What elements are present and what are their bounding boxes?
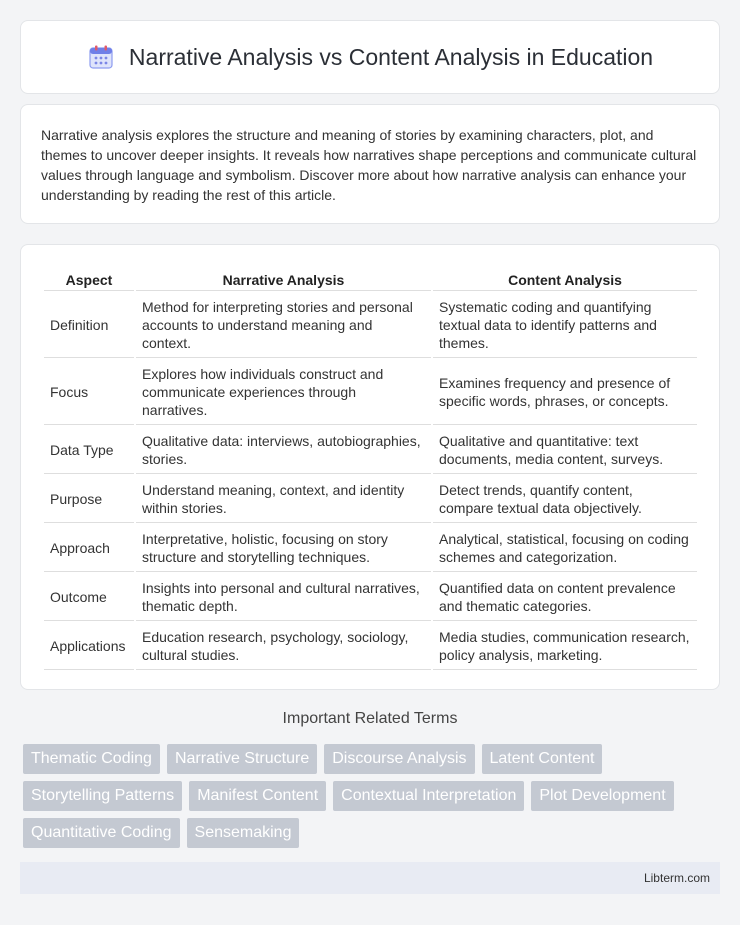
column-header-narrative: Narrative Analysis bbox=[136, 267, 431, 291]
cell-aspect: Outcome bbox=[44, 574, 134, 621]
cell-narrative: Understand meaning, context, and identity within stories. bbox=[136, 476, 431, 523]
cell-narrative: Education research, psychology, sociology, cultural studies. bbox=[136, 623, 431, 670]
comparison-card bbox=[20, 244, 720, 690]
cell-content: Media studies, communication research, policy analysis, marketing. bbox=[433, 623, 697, 670]
calendar-icon bbox=[87, 43, 115, 71]
related-term-tag[interactable]: Plot Development bbox=[531, 781, 673, 811]
column-header-content: Content Analysis bbox=[433, 267, 697, 291]
cell-content: Detect trends, quantify content, compare textual data objectively. bbox=[433, 476, 697, 523]
cell-aspect: Purpose bbox=[44, 476, 134, 523]
cell-narrative: Method for interpreting stories and personal accounts to understand meaning and context. bbox=[136, 293, 431, 358]
cell-content: Quantified data on content prevalence and thematic categories. bbox=[433, 574, 697, 621]
table-row bbox=[44, 476, 697, 523]
cell-narrative: Interpretative, holistic, focusing on story structure and storytelling techniques. bbox=[136, 525, 431, 572]
cell-narrative: Qualitative data: interviews, autobiographies, stories. bbox=[136, 427, 431, 474]
related-term-tag[interactable]: Sensemaking bbox=[187, 818, 300, 848]
related-term-tag[interactable]: Thematic Coding bbox=[23, 744, 160, 774]
table-header-row bbox=[44, 267, 697, 291]
column-header-aspect: Aspect bbox=[44, 267, 134, 291]
header bbox=[87, 43, 653, 71]
cell-content: Analytical, statistical, focusing on coding schemes and categorization. bbox=[433, 525, 697, 572]
related-term-tag[interactable]: Narrative Structure bbox=[167, 744, 317, 774]
footer bbox=[20, 862, 720, 894]
cell-narrative: Explores how individuals construct and communicate experiences through narratives. bbox=[136, 360, 431, 425]
table-row bbox=[44, 427, 697, 474]
page-title: Narrative Analysis vs Content Analysis in Education bbox=[128, 43, 654, 70]
related-term-tag[interactable]: Quantitative Coding bbox=[23, 818, 180, 848]
table-row bbox=[44, 525, 697, 572]
related-term-tag[interactable]: Contextual Interpretation bbox=[333, 781, 524, 811]
cell-aspect: Focus bbox=[44, 360, 134, 425]
intro-paragraph: Narrative analysis explores the structure and meaning of stories by examining characters, plot, and themes to uncover deeper insights. It reveals how narratives shape perceptions and communicate cultural values through language and symbolism. Discover more about how narrative analysis can enhance your understanding by reading the rest of this article. bbox=[41, 127, 697, 203]
header-card bbox=[20, 20, 720, 94]
related-term-tag[interactable]: Discourse Analysis bbox=[324, 744, 474, 774]
related-terms-list bbox=[23, 744, 723, 848]
table-row bbox=[44, 360, 697, 425]
related-term-tag[interactable]: Manifest Content bbox=[189, 781, 326, 811]
comparison-table bbox=[42, 265, 699, 672]
footer-site-link[interactable]: Libterm.com bbox=[643, 871, 710, 885]
related-term-tag[interactable]: Latent Content bbox=[482, 744, 603, 774]
related-terms-title: Important Related Terms bbox=[282, 710, 458, 727]
cell-content: Examines frequency and presence of specific words, phrases, or concepts. bbox=[433, 360, 697, 425]
cell-content: Systematic coding and quantifying textual data to identify patterns and themes. bbox=[433, 293, 697, 358]
cell-aspect: Data Type bbox=[44, 427, 134, 474]
intro-card bbox=[20, 104, 720, 224]
table-row bbox=[44, 623, 697, 670]
cell-aspect: Definition bbox=[44, 293, 134, 358]
cell-aspect: Approach bbox=[44, 525, 134, 572]
cell-content: Qualitative and quantitative: text documents, media content, surveys. bbox=[433, 427, 697, 474]
table-row bbox=[44, 293, 697, 358]
related-term-tag[interactable]: Storytelling Patterns bbox=[23, 781, 182, 811]
cell-aspect: Applications bbox=[44, 623, 134, 670]
cell-narrative: Insights into personal and cultural narratives, thematic depth. bbox=[136, 574, 431, 621]
table-row bbox=[44, 574, 697, 621]
